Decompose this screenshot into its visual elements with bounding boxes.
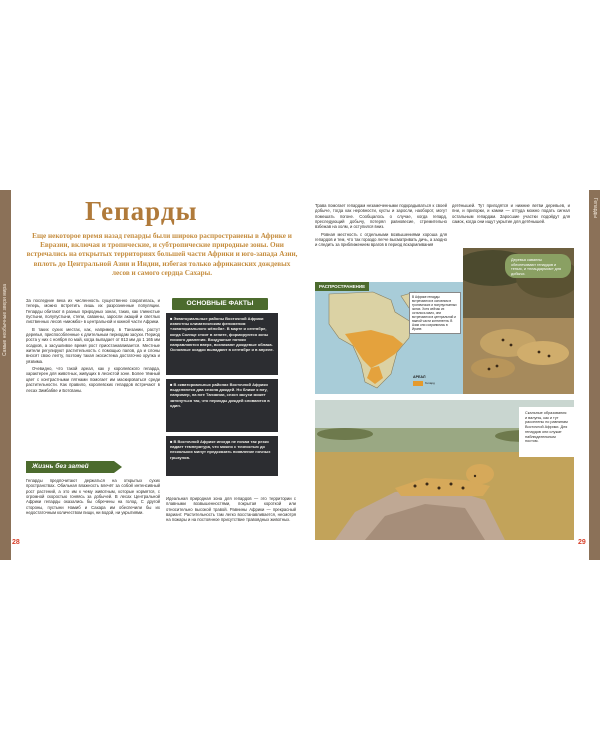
- left-edge-label: Самые необычные звери мира: [2, 284, 8, 356]
- column-2b: [166, 496, 296, 525]
- paragraph: Трава помогает гепардам незамеченными подкрадываться к своей добыче, тогда как неровности, кусты и заросли, наоборот, могут помешать погоне. Сообщалось о случае, когда гепард, преследующий добычу, потерял равновесие, стремительно взбежав на холм, и оступился вниз.: [315, 203, 447, 230]
- fact-box: [166, 313, 278, 375]
- map-note: В Африке гепарды встречаются в основном в тропических и полупустынных зонах. Хотя сейчас их осталось мало, они встречаются в центральной и южной части континента. В Азии они сохранились в Иране.: [409, 292, 461, 334]
- page-number-left: 28: [12, 539, 20, 546]
- fact-box: [166, 436, 278, 476]
- caption-trees: Деревья саванны обеспечивают гепардов и тенью, и «плацдармом» для добычи.: [505, 254, 571, 278]
- page-title: Гепарды: [85, 196, 198, 226]
- bullet-icon: ■: [170, 382, 174, 387]
- bullet-icon: ■: [170, 316, 174, 321]
- legend-title: АРЕАЛ: [413, 375, 426, 379]
- paragraph: В таких сухих местах, как, например, в Танзании, растут деревья, приспособленные к длительным периодам засухи. Период роста у них с ноября по май, когда выпадает от 813 мм до 1 165 мм осадков, а засушливое время рост приостанавливается. Местные жители регулируют растительность с помощью палов, да и слоны вносят свою лепту, поэтому такая экосистема достаточно хрупка и уязвима.: [26, 326, 160, 364]
- left-edge-strip: [0, 190, 11, 560]
- legend-label: Гепард: [425, 381, 435, 385]
- column-4: [452, 203, 570, 226]
- right-edge-strip: [589, 190, 600, 560]
- page-number-right: 29: [578, 539, 586, 546]
- column-1b: [26, 478, 160, 517]
- fact-text: В Восточной Африке иногда не почам так резко падает температура, что можно с точностью до нескольких минут предсказать появление ночных грызунов.: [170, 439, 271, 460]
- paragraph: детёнышей. Тут пригодятся и нижние ветви деревьев, и пни, и пригорки, и камни — оттуда можно подать сигнал остальным гепардам. Заросшие участки подойдут для самок, когда они ищут укрытие для детёнышей.: [452, 203, 570, 225]
- column-3: [315, 203, 447, 250]
- legend-swatch: [413, 381, 423, 386]
- paragraph: Ровная местность с отдельными возвышениями хороша для гепардов и тем, что так гораздо легче высматривать дичь, а заодно и следить за приближением врагов в период вскармливания: [315, 231, 447, 248]
- fact-text: Экваториальные районы Восточной Африки известны климатическим феноменом «экваториального жёлоба». В марте и сентябре, когда Солнце стоит в зените, формируются зоны низкого давления. Воздушные потоки направляются вверх, возникают дождевые облака. Основные осадки выпадают в сентябре и в апреле.: [170, 316, 274, 353]
- bullet-icon: ■: [170, 439, 174, 444]
- column-1: [26, 298, 160, 395]
- paragraph: Идеальная природная зона для гепардов — это территории с плавными возвышенностями, покрытая короткой или относительно высокой травой. Равнины Африки — прекрасный вариант. Растительность там легко восстанавливается, несмотря на пожары и на постоянное присутствие травоядных животных.: [166, 496, 296, 523]
- paragraph: Очевидно, что такой ареал, как у королевского гепарда, характерен для животных, живущих в лесистой зоне. Более тёмный цвет с контрастными пятнами помогает им маскироваться среди растительности. Как правило, королевских гепардов встречают в лесах Зимбабве и Ботсваны.: [26, 366, 160, 393]
- lead-paragraph: Еще некоторое время назад гепарды были широко распространены в Африке и Евразии, включая и тропические, и субтропические природные зоны. Они встречались на открытых территориях большей части Африки и юго-запада Азии, вплоть до Центральной Азии и Индии, избегая только африканских дождевых лесов и самого сердца Сахары.: [26, 232, 298, 277]
- fact-box: [166, 379, 278, 432]
- section-heading: Жизнь без затей: [26, 461, 114, 473]
- fact-text: В экваториальных районах Восточной Африки выделяются два сезона дождей. Но ближе к югу, например, на юге Танзании, сезон засухи может затянуться так, что периоды дождей сливаются в один.: [170, 382, 270, 408]
- right-edge-label: Гепарды: [592, 198, 598, 218]
- paragraph: Гепарды предпочитают держаться на открытых сухих пространствах. Обильная влажность влечёт за собой интенсивный рост растений, а это им к чему животным, которые кормятся, с огромной скоростью гоняясь за добычей. В лесах Центральной Африки гепарды оказались бы обречены на голод. С другой стороны, пустыни Намиб и Сахара им обеспечили бы их недостаточным количеством пищи, ни водой, ни укрытиями.: [26, 478, 160, 516]
- caption-rock: Скальные образования и валуны, как и тут расселены по равнинам Восточной Африки. Для гепардов они служат наблюдательным постом.: [519, 407, 574, 457]
- paragraph: За последние века их численность существенно сократилась, и теперь, можно встретить лишь их разрозненные популяции. Гепарды обитают в разных природных зонах, таких, как глинистые пустыни, полупустыни, степи, саванны, заросли акаций и светлых лиственных лесов «миомбо» в центральной и южной части Африки.: [26, 298, 160, 325]
- facts-heading: ОСНОВНЫЕ ФАКТЫ: [172, 298, 268, 310]
- map-label: РАСПРОСТРАНЕНИЕ: [315, 282, 369, 291]
